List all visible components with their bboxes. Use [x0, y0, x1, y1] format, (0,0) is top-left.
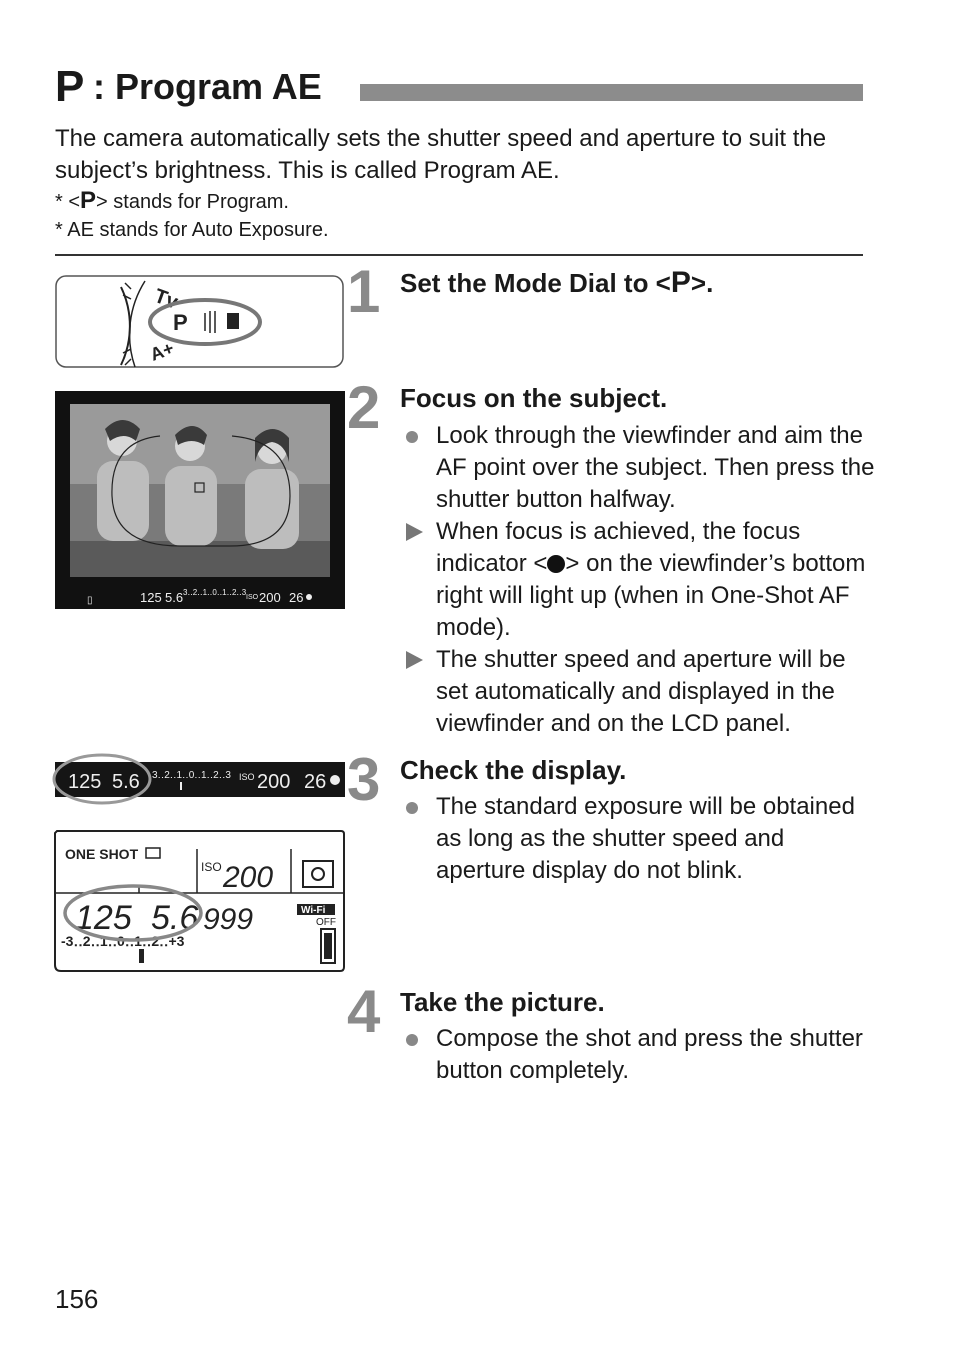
vf-iso: 200	[259, 590, 281, 605]
lcd-aperture: 5.6	[151, 899, 199, 937]
arrow-icon	[406, 651, 423, 669]
vf-iso-label: ISO	[246, 594, 259, 601]
dial-p-label: P	[173, 310, 188, 335]
page-number: 156	[55, 1284, 99, 1314]
step-2-item-3-text: The shutter speed and aperture will be set automatically and displayed in the viewfinder and on the LCD panel.	[436, 646, 846, 737]
step-4-item-1-text: Compose the shot and press the shutter button completely.	[436, 1025, 863, 1084]
bullet-icon	[406, 431, 418, 443]
step-2-item-2-before: When focus is achieved, the focus indicator <	[436, 518, 801, 577]
lcd-panel-illustration	[53, 829, 347, 974]
p-symbol: P	[80, 187, 97, 214]
lcd-scale: -3‥2‥1‥0‥1‥2‥+3	[61, 933, 185, 949]
step-1-title	[400, 267, 713, 299]
step-3-item-1	[400, 791, 870, 887]
step-2-item-2-after: > on the viewfinder’s bottom right will light up (when in One-Shot AF mode).	[436, 550, 866, 641]
mode-p-symbol: P	[55, 62, 85, 111]
section-divider	[55, 254, 863, 256]
step-2-item-3	[400, 644, 870, 740]
vf-scale: 3‥2‥1‥0‥1‥2‥3	[183, 588, 247, 597]
mode-dial-illustration	[55, 275, 345, 370]
note-program	[55, 188, 289, 215]
bar-aperture: 5.6	[112, 771, 140, 793]
title-bar-decoration	[360, 84, 863, 101]
vf-shots: 26	[289, 590, 304, 605]
step-2-item-2-text	[436, 516, 876, 644]
focus-indicator-icon	[547, 555, 565, 573]
vf-aperture: 5.6	[165, 590, 184, 605]
p-symbol: P	[670, 266, 691, 299]
bar-iso-label: ISO	[239, 772, 255, 782]
bullet-icon	[406, 802, 418, 814]
lcd-wifi: Wi-Fi	[301, 905, 326, 916]
intro-paragraph: The camera automatically sets the shutter speed and aperture to suit the subject’s brightness. This is called Program AE.	[55, 125, 827, 184]
step-1-number: 1	[347, 258, 381, 325]
svg-text:▯: ▯	[87, 595, 93, 606]
note-prefix: * <	[55, 191, 81, 213]
lcd-wifi-state: OFF	[316, 917, 336, 928]
bar-shutter: 125	[68, 771, 102, 793]
bullet-icon	[406, 1034, 418, 1046]
dial-m-mark	[227, 313, 239, 329]
viewfinder-info-bar	[52, 752, 348, 806]
bar-shots: 26	[304, 771, 327, 793]
step-3-number: 3	[347, 746, 381, 813]
step-2-item-2	[400, 516, 870, 644]
lcd-iso-label: ISO	[201, 860, 222, 874]
step-4-item-1	[400, 1023, 870, 1087]
dial-tv-label: Tv	[151, 285, 181, 314]
lcd-af-mode: ONE SHOT	[65, 846, 139, 862]
vf-shutter: 125	[140, 590, 162, 605]
note-suffix: > stands for Program.	[96, 191, 289, 213]
note-ae: * AE stands for Auto Exposure.	[55, 219, 329, 241]
step-4-title: Take the picture.	[400, 987, 605, 1017]
step-1-title-prefix: Set the Mode Dial to <	[400, 268, 671, 298]
lcd-shutter: 125	[75, 899, 132, 937]
step-2-item-1-text: Look through the viewfinder and aim the AF point over the subject. Then press the shutter button halfway.	[436, 422, 875, 513]
step-4-number: 4	[347, 978, 381, 1045]
step-2-item-1	[400, 420, 875, 516]
step-2-number: 2	[347, 374, 381, 441]
step-2-title: Focus on the subject.	[400, 383, 668, 413]
lcd-iso: 200	[223, 861, 274, 894]
dial-a-label: A+	[147, 337, 177, 365]
lcd-shots: 999	[203, 903, 254, 936]
arrow-icon	[406, 523, 423, 541]
step-3-title: Check the display.	[400, 755, 627, 785]
page-title: : Program AE	[93, 66, 322, 107]
step-1-title-suffix: >.	[690, 268, 714, 298]
viewfinder-illustration	[55, 391, 345, 609]
step-3-item-1-text: The standard exposure will be obtained as long as the shutter speed and aperture display do not blink.	[436, 793, 855, 884]
bar-scale: 3‥2‥1‥0‥1‥2‥3	[152, 770, 231, 781]
bar-iso: 200	[257, 771, 291, 793]
